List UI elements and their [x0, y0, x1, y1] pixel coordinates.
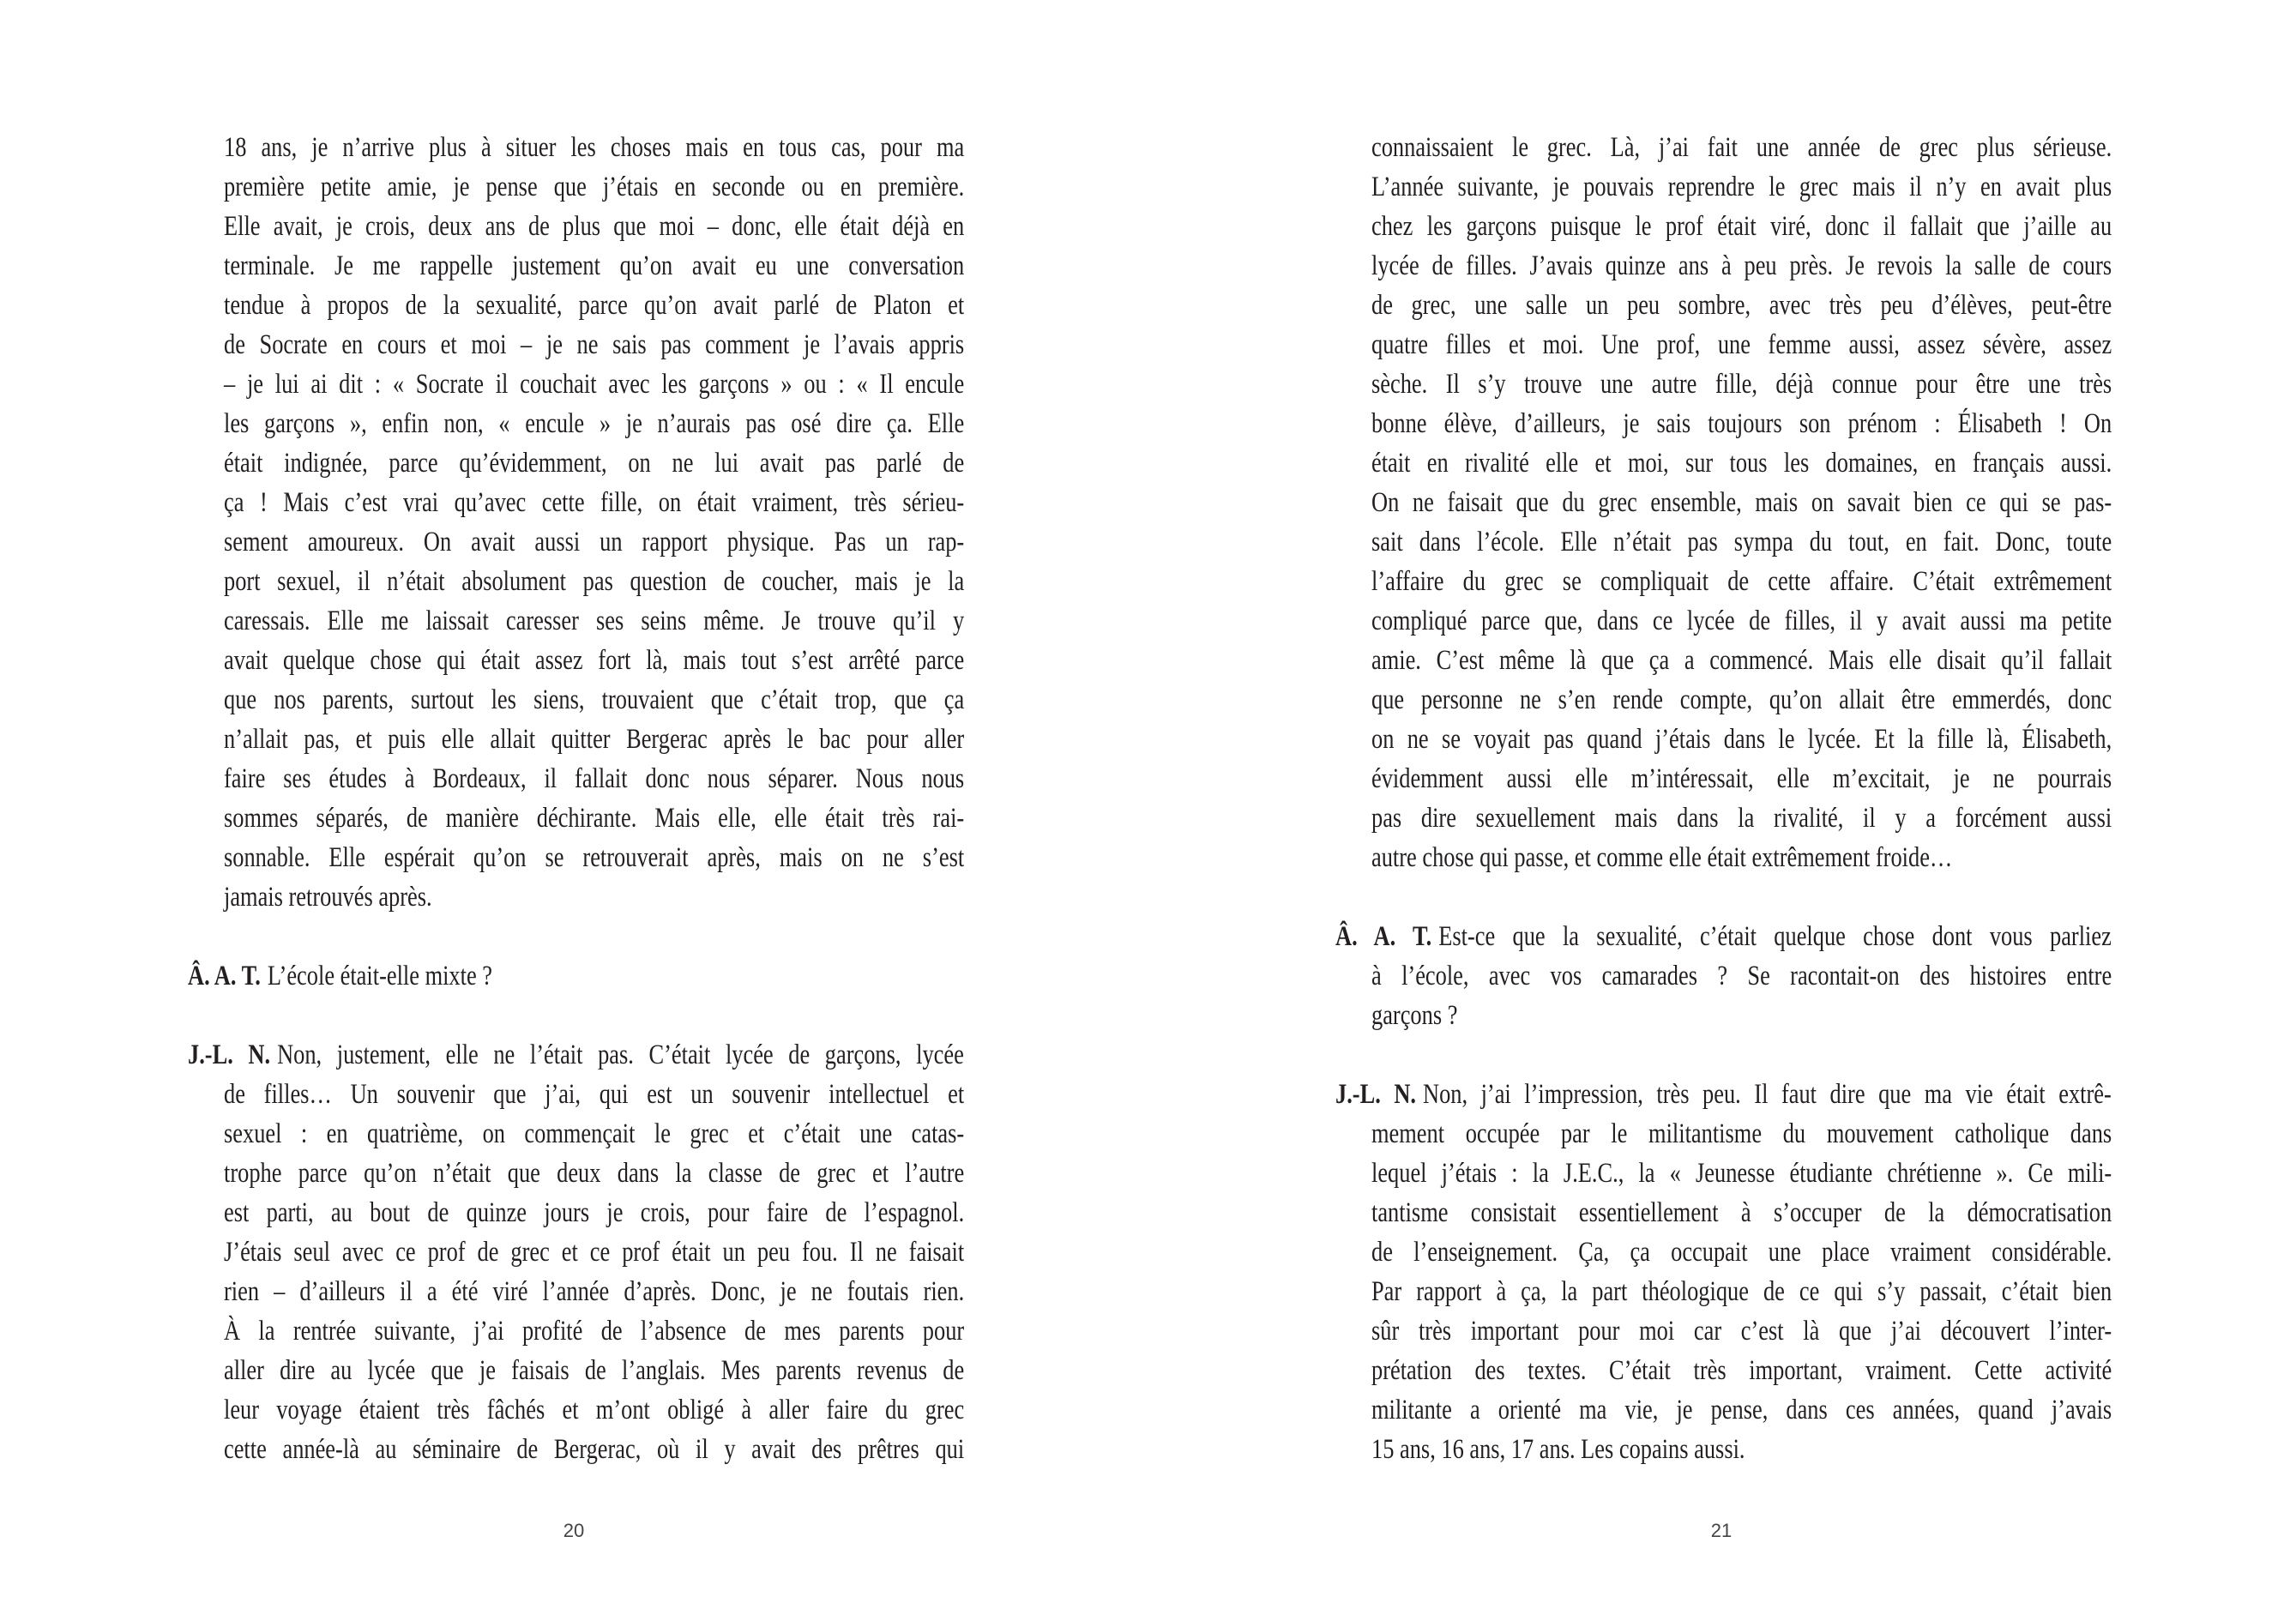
text-line [1371, 1193, 2112, 1232]
line-text: avait quelque chose qui était assez fort là, mais tout s’est arrêté parce [224, 645, 965, 676]
line-text: caressais. Elle me laissait caresser ses seins même. Je trouve qu’il y [224, 606, 965, 636]
text-line [224, 1311, 964, 1351]
text-line [224, 877, 964, 917]
line-text: les garçons », enfin non, « encule » je n’aurais pas osé dire ça. Elle [224, 408, 965, 439]
right-page [1148, 0, 2295, 1621]
text-line [1335, 1075, 2112, 1114]
page-number: 20 [563, 1520, 585, 1541]
text-line [224, 1272, 964, 1311]
text-line [1371, 443, 2112, 483]
line-text: de l’enseignement. Ça, ça occupait une place vraiment considérable. [1371, 1237, 2112, 1268]
line-text: lycée de filles. J’avais quinze ans à peu près. Je revois la salle de cours [1371, 250, 2112, 281]
text-line [224, 601, 964, 641]
line-text: Est-ce que la sexualité, c’était quelque chose dont vous parliez [1438, 921, 2112, 952]
line-text: militante a orienté ma vie, je pense, dans ces années, quand j’avais [1371, 1395, 2112, 1425]
line-text: tantisme consistait essentiellement à s’occuper de la démocratisation [1371, 1197, 2112, 1228]
line-text: évidemment aussi elle m’intéressait, elle m’excitait, je ne pourrais [1371, 763, 2112, 794]
text-line [188, 1035, 964, 1075]
text-line [224, 641, 964, 680]
line-text: de Socrate en cours et moi – je ne sais pas comment je l’avais appris [224, 329, 965, 360]
line-text: première petite amie, je pense que j’étais en seconde ou en première. [224, 172, 965, 202]
text-line [1371, 404, 2112, 443]
speaker-label: J.-L. N. [1335, 1079, 1416, 1110]
page-text [188, 128, 965, 1469]
line-text: 15 ans, 16 ans, 17 ans. Les copains aussi. [1371, 1434, 1745, 1465]
text-line [224, 720, 964, 759]
line-text: sexuel : en quatrième, on commençait le grec et c’était une catas- [224, 1118, 965, 1149]
line-text: prétation des textes. C’était très important, vraiment. Cette activité [1371, 1355, 2112, 1386]
line-text: sûr très important pour moi car c’est là que j’ai découvert l’inter- [1371, 1316, 2112, 1347]
text-line [224, 128, 964, 167]
line-text: sèche. Il s’y trouve une autre fille, déjà connue pour être une très [1371, 369, 2112, 400]
text-line [224, 1430, 964, 1469]
line-text: sement amoureux. On avait aussi un rapport physique. Pas un rap- [224, 527, 965, 557]
text-line [1371, 128, 2112, 167]
text-line [1371, 601, 2112, 641]
line-text: chez les garçons puisque le prof était viré, donc il fallait que j’aille au [1371, 211, 2112, 242]
speaker-label: J.-L. N. [188, 1039, 271, 1070]
text-line [1371, 1430, 2112, 1469]
page-text [1335, 128, 2112, 1469]
line-text: L’année suivante, je pouvais reprendre le grec mais il n’y en avait plus [1371, 172, 2112, 202]
line-text: autre chose qui passe, et comme elle était extrêmement froide… [1371, 842, 1953, 873]
line-text: sait dans l’école. Elle n’était pas sympa du tout, en fait. Donc, toute [1371, 527, 2112, 557]
text-line [224, 365, 964, 404]
line-text: compliqué parce que, dans ce lycée de filles, il y avait aussi ma petite [1371, 606, 2112, 636]
line-text: sonnable. Elle espérait qu’on se retrouverait après, mais on ne s’est [224, 842, 965, 873]
text-line [224, 1390, 964, 1430]
text-line [224, 1232, 964, 1272]
text-line [224, 286, 964, 325]
text-line [1371, 365, 2112, 404]
text-line [1371, 286, 2112, 325]
line-text: était en rivalité elle et moi, sur tous les domaines, en français aussi. [1371, 448, 2112, 479]
line-text: garçons ? [1371, 1000, 1458, 1031]
text-line [1371, 325, 2112, 365]
line-text: amie. C’est même là que ça a commencé. Mais elle disait qu’il fallait [1371, 645, 2112, 676]
page-number: 21 [1710, 1520, 1733, 1541]
text-line [1371, 246, 2112, 286]
dialogue-paragraph [188, 956, 964, 996]
text-line [224, 167, 964, 207]
text-line [224, 325, 964, 365]
line-text: 18 ans, je n’arrive plus à situer les choses mais en tous cas, pour ma [224, 132, 965, 163]
line-text: connaissaient le grec. Là, j’ai fait une année de grec plus sérieuse. [1371, 132, 2112, 163]
line-text: était indignée, parce qu’évidemment, on ne lui avait pas parlé de [224, 448, 965, 479]
text-line [224, 838, 964, 877]
text-line [224, 483, 964, 522]
line-text: que nos parents, surtout les siens, trouvaient que c’était trop, que ça [224, 684, 965, 715]
line-text: de filles… Un souvenir que j’ai, qui est un souvenir intellectuel et [224, 1079, 965, 1110]
line-text: n’allait pas, et puis elle allait quitter Bergerac après le bac pour aller [224, 724, 965, 755]
text-line [224, 1114, 964, 1154]
line-text: Non, justement, elle ne l’était pas. C’était lycée de garçons, lycée [277, 1039, 964, 1070]
text-line [1371, 759, 2112, 798]
text-line [224, 1075, 964, 1114]
text-line [224, 680, 964, 720]
line-text: L’école était-elle mixte ? [267, 961, 493, 991]
line-text: – je lui ai dit : « Socrate il couchait avec les garçons » ou : « Il encule [224, 369, 965, 400]
text-line [224, 798, 964, 838]
line-text: est parti, au bout de quinze jours je crois, pour faire de l’espagnol. [224, 1197, 965, 1228]
text-line [1371, 562, 2112, 601]
text-line [1371, 720, 2112, 759]
line-text: trophe parce qu’on n’était que deux dans la classe de grec et l’autre [224, 1158, 965, 1189]
text-line [1371, 680, 2112, 720]
text-paragraph [224, 128, 964, 917]
speaker-label: Â. A. T. [1335, 921, 1432, 952]
line-text: tendue à propos de la sexualité, parce qu’on avait parlé de Platon et [224, 290, 965, 321]
text-line [1371, 1311, 2112, 1351]
line-text: rien – d’ailleurs il a été viré l’année d’après. Donc, je ne foutais rien. [224, 1276, 965, 1307]
text-line [224, 562, 964, 601]
text-line [224, 759, 964, 798]
text-line [1371, 207, 2112, 246]
text-line [224, 1154, 964, 1193]
line-text: aller dire au lycée que je faisais de l’anglais. Mes parents revenus de [224, 1355, 965, 1386]
line-text: leur voyage étaient très fâchés et m’ont obligé à aller faire du grec [224, 1395, 965, 1425]
line-text: Par rapport à ça, la part théologique de ce qui s’y passait, c’était bien [1371, 1276, 2112, 1307]
text-line [1371, 798, 2112, 838]
dialogue-paragraph [1335, 917, 2112, 1035]
text-line [1371, 1114, 2112, 1154]
text-line [1371, 1272, 2112, 1311]
text-line [224, 443, 964, 483]
line-text: bonne élève, d’ailleurs, je sais toujours son prénom : Élisabeth ! On [1371, 408, 2112, 439]
text-paragraph [1371, 128, 2112, 877]
line-text: sommes séparés, de manière déchirante. Mais elle, elle était très rai- [224, 803, 965, 834]
text-line [1371, 1351, 2112, 1390]
line-text: J’étais seul avec ce prof de grec et ce prof était un peu fou. Il ne faisait [224, 1237, 965, 1268]
line-text: port sexuel, il n’était absolument pas question de coucher, mais je la [224, 566, 965, 597]
text-line [1371, 522, 2112, 562]
line-text: Non, j’ai l’impression, très peu. Il faut dire que ma vie était extrê- [1423, 1079, 2112, 1110]
text-line [1371, 1390, 2112, 1430]
line-text: de grec, une salle un peu sombre, avec très peu d’élèves, peut-être [1371, 290, 2112, 321]
text-line [1371, 641, 2112, 680]
text-line [224, 207, 964, 246]
line-text: Elle avait, je crois, deux ans de plus que moi – donc, elle était déjà en [224, 211, 965, 242]
line-text: que personne ne s’en rende compte, qu’on allait être emmerdés, donc [1371, 684, 2112, 715]
speaker-label: Â. A. T. [188, 961, 261, 991]
text-line [1371, 167, 2112, 207]
text-line [224, 1351, 964, 1390]
line-text: l’affaire du grec se compliquait de cette affaire. C’était extrêmement [1371, 566, 2112, 597]
line-text: mement occupée par le militantisme du mouvement catholique dans [1371, 1118, 2112, 1149]
line-text: On ne faisait que du grec ensemble, mais on savait bien ce qui se pas- [1371, 487, 2112, 518]
line-text: on ne se voyait pas quand j’étais dans le lycée. Et la fille là, Élisabeth, [1371, 724, 2112, 755]
line-text: terminale. Je me rappelle justement qu’on avait eu une conversation [224, 250, 965, 281]
line-text: à l’école, avec vos camarades ? Se racontait-on des histoires entre [1371, 961, 2112, 991]
text-line [224, 404, 964, 443]
line-text: quatre filles et moi. Une prof, une femme aussi, assez sévère, assez [1371, 329, 2112, 360]
line-text: pas dire sexuellement mais dans la rivalité, il y a forcément aussi [1371, 803, 2112, 834]
text-line [224, 246, 964, 286]
dialogue-paragraph [188, 1035, 965, 1469]
text-line [188, 956, 928, 996]
line-text: jamais retrouvés après. [224, 882, 432, 913]
line-text: ça ! Mais c’est vrai qu’avec cette fille, on était vraiment, très sérieu- [224, 487, 965, 518]
text-line [224, 522, 964, 562]
text-line [1335, 917, 2112, 956]
dialogue-paragraph [1335, 1075, 2112, 1469]
text-line [1371, 838, 2112, 877]
text-line [1371, 1154, 2112, 1193]
text-line [1371, 1232, 2112, 1272]
text-line [1371, 483, 2112, 522]
text-line [1371, 996, 2112, 1035]
line-text: faire ses études à Bordeaux, il fallait donc nous séparer. Nous nous [224, 763, 965, 794]
line-text: cette année-là au séminaire de Bergerac, où il y avait des prêtres qui [224, 1434, 965, 1465]
line-text: lequel j’étais : la J.E.C., la « Jeunesse étudiante chrétienne ». Ce mili- [1371, 1158, 2112, 1189]
text-line [224, 1193, 964, 1232]
text-line [1371, 956, 2112, 996]
line-text: À la rentrée suivante, j’ai profité de l’absence de mes parents pour [224, 1316, 965, 1347]
